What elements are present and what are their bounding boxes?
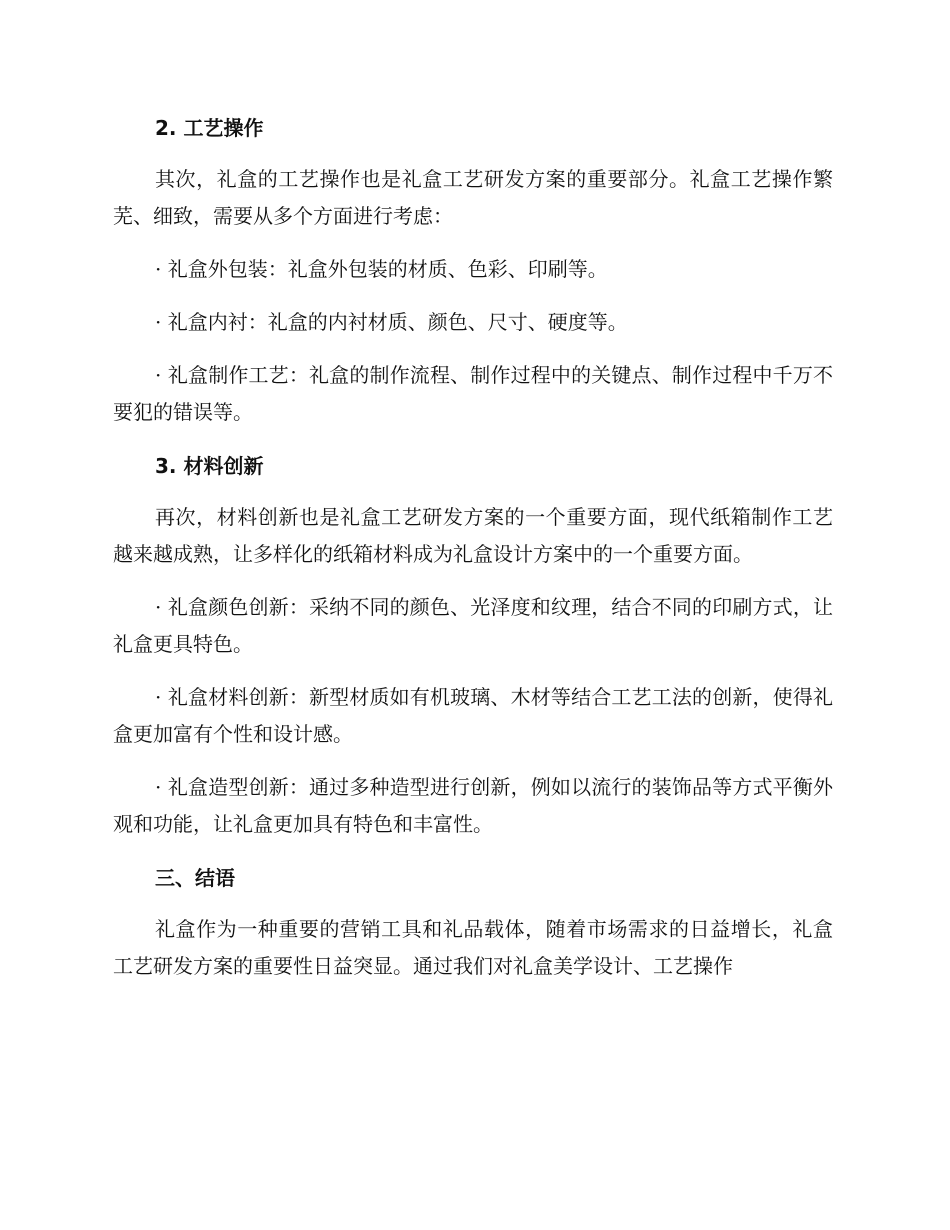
bullet-item: · 礼盒颜色创新：采纳不同的颜色、光泽度和纹理，结合不同的印刷方式，让礼盒更具特色。	[113, 595, 833, 656]
bullet-item: · 礼盒造型创新：通过多种造型进行创新，例如以流行的装饰品等方式平衡外观和功能，让礼盒更加具有特色和丰富性。	[113, 775, 833, 836]
section-process-operation	[113, 109, 833, 431]
section-conclusion	[113, 859, 833, 985]
bullet-item: · 礼盒材料创新：新型材质如有机玻璃、木材等结合工艺工法的创新，使得礼盒更加富有个性和设计感。	[113, 685, 833, 746]
paragraph: 礼盒作为一种重要的营销工具和礼品载体，随着市场需求的日益增长，礼盒工艺研发方案的重要性日益突显。通过我们对礼盒美学设计、工艺操作	[113, 917, 833, 978]
section-material-innovation	[113, 447, 833, 843]
bullet-item: · 礼盒内衬：礼盒的内衬材质、颜色、尺寸、硬度等。	[155, 310, 628, 334]
paragraph: 再次，材料创新也是礼盒工艺研发方案的一个重要方面，现代纸箱制作工艺越来越成熟，让多样化的纸箱材料成为礼盒设计方案中的一个重要方面。	[113, 505, 833, 566]
section-heading: 三、结语	[155, 866, 235, 890]
bullet-item: · 礼盒外包装：礼盒外包装的材质、色彩、印刷等。	[155, 257, 608, 281]
section-heading: 3. 材料创新	[155, 454, 264, 478]
bullet-item: · 礼盒制作工艺：礼盒的制作流程、制作过程中的关键点、制作过程中千万不要犯的错误等。	[113, 363, 833, 424]
document-body	[113, 109, 833, 1001]
section-heading: 2. 工艺操作	[155, 116, 264, 140]
paragraph: 其次，礼盒的工艺操作也是礼盒工艺研发方案的重要部分。礼盒工艺操作繁芜、细致，需要从多个方面进行考虑：	[113, 167, 833, 228]
